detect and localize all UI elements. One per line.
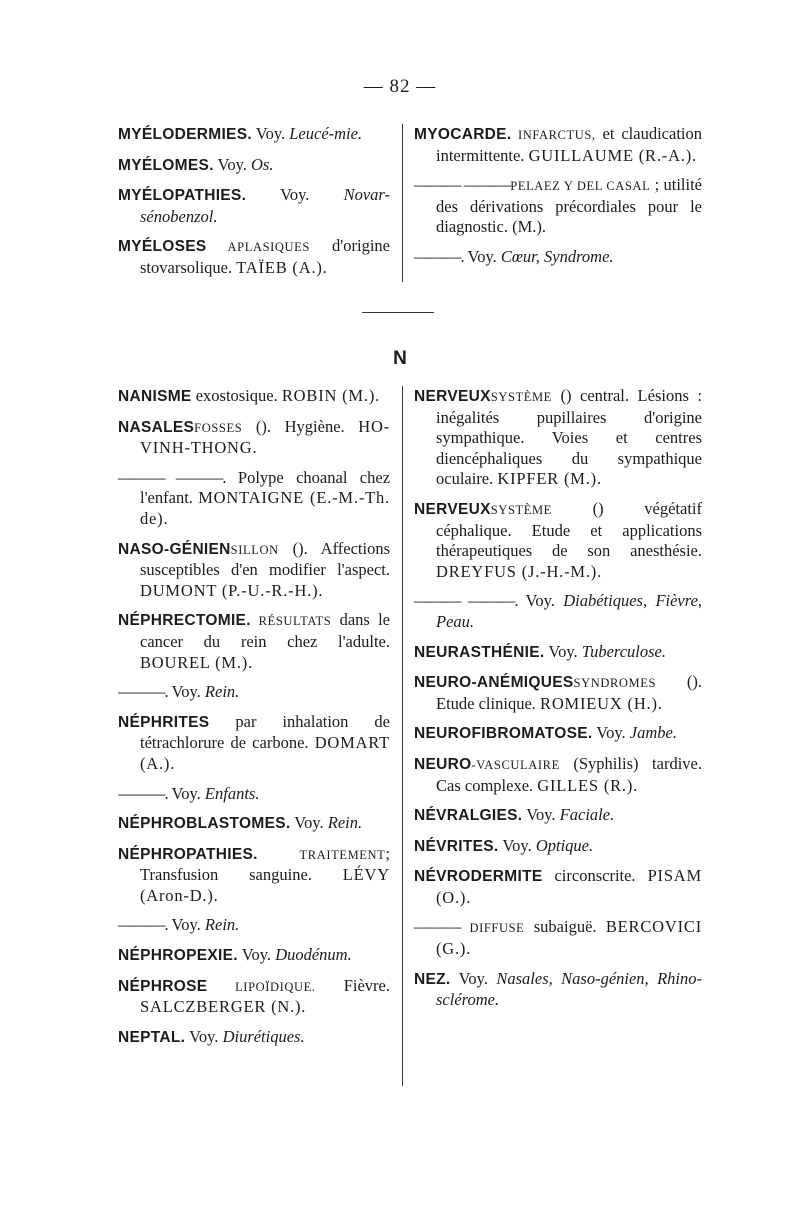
index-entry [118,712,390,775]
index-entry [414,642,702,664]
author-name: ROMIEUX (H.). [540,693,663,713]
small-caps-term: SYNDROMES [573,676,657,691]
author-name: KIPFER (M.). [497,469,602,489]
entry-text: subaiguë. [524,917,606,937]
entry-text: Voy. [246,185,344,205]
entry-text: Voy. [237,945,276,965]
entry-text: ). Etude clinique. [436,672,702,713]
cross-reference: Faciale. [559,805,615,825]
author-name: GILLES (R.). [537,775,639,795]
entry-text: ). Hygiène. [261,416,359,436]
small-caps-term: LIPOÏDIQUE. [207,979,316,994]
entry-text: Voy. [185,1026,223,1046]
headword: NEPTAL. [118,1028,186,1046]
small-caps-term: APLASIQUES [206,240,310,255]
page-number: — 82 — [363,76,437,97]
entry-text: exostosique. [191,386,282,405]
author-name: DUMONT (P.-U.-R.-H.). [140,580,324,600]
headword: MYOCARDE. [414,126,512,143]
headword: NEUROFIBROMATOSE. [414,725,593,743]
entry-text: par inhalation de tétrachlorure de carbone. [140,711,390,753]
headword: NÉPHROPATHIES. [118,845,258,863]
small-caps-term: RÉSULTATS [250,614,332,629]
headword: NÉPHROSE [118,977,208,995]
index-entry [118,539,390,602]
author-name: GUILLAUME (R.-A.). [528,145,697,165]
cross-reference: Duodénum. [275,945,352,965]
entry-text: ; utilité des dérivations précordiales pour le diagnostic. [436,175,702,237]
index-entry [118,124,390,146]
index-entry [118,844,390,907]
column-divider [402,386,403,1086]
column-left [118,386,390,1057]
index-entry [118,155,390,177]
index-entry [118,813,390,835]
entry-text: ( [551,386,566,405]
index-entry [414,672,702,714]
cross-reference: Optique. [535,835,594,855]
headword: NÉPHROPEXIE. [118,947,238,965]
entry-text: Voy. [450,968,497,988]
author-name: SALCZBERGER (N.). [140,997,307,1017]
small-caps-term: DIFFUSE [460,921,525,936]
headword: NERVEUX [414,500,491,518]
author-name: LÉVY (Aron-D.). [140,865,390,905]
cross-reference: Diurétiques. [222,1026,305,1046]
cross-reference: Diabétiques, Fièvre, Peau. [436,591,703,631]
headword: NÉPHRITES [118,713,210,731]
cross-reference: Rein. [204,682,240,702]
headword: MYÉLODERMIES. [118,126,252,143]
index-entry [118,185,390,227]
entry-text: Polype choanal chez l'enfant. [140,467,391,508]
column-divider [402,124,403,282]
small-caps-term: SYSTÈME [490,390,552,404]
cross-reference: Enfants. [204,783,260,803]
index-entry [414,723,702,745]
small-caps-term: FOSSES [194,420,243,435]
index-entry [414,836,702,858]
headword: MYÉLOMES. [118,156,214,174]
index-entry [118,417,390,459]
index-entry [118,236,390,278]
entry-text: Voy. [544,641,582,661]
entry-text: Voy. [592,723,630,743]
entry-text: dans le cancer du rein chez l'adulte. [140,610,391,651]
dash: ———. [118,915,168,935]
cross-reference: Nasales, Naso-génien, Rhino-sclérome. [436,968,702,1010]
index-entry [118,784,390,805]
entry-text: Voy. [213,154,252,174]
entry-text: ( [551,498,599,518]
entry-text: d'origine stovarsolique. [140,236,390,277]
cross-reference: Rein. [204,915,240,935]
author-name: HO-VINH-THONG. [140,416,390,458]
index-entry [118,1027,390,1049]
author-name: ROBIN (M.). [281,386,381,405]
index-entry [118,976,390,1018]
index-entry [414,175,702,238]
entry-text: ). Affections susceptibles d'en modifier l'aspect. [140,538,390,580]
entry-text: Voy. [498,835,536,855]
headword: NEURO-ANÉMIQUES [414,674,574,692]
index-entry [118,945,390,967]
headword: NÉVRALGIES. [414,807,523,825]
index-entry [414,917,702,959]
headword: NÉVRODERMITE [414,868,543,886]
index-entry [414,386,702,490]
entry-text: et claudication intermittente. [436,124,702,165]
index-entry [414,866,702,908]
column-right [414,124,702,277]
headword: NÉVRITES. [414,837,499,855]
column-left [118,124,390,288]
entry-text: ( [242,416,262,436]
dash: ——— ——— [414,175,511,195]
headword: NÉPHROBLASTOMES. [118,815,291,833]
entry-text: Voy. [167,783,205,803]
index-entry [118,468,390,530]
column-right [414,386,702,1020]
entry-text: ; Transfusion sanguine. [140,843,390,885]
author-name: DOMART (A.). [140,733,390,773]
headword: NERVEUX [414,388,491,405]
entry-text: circonscrite. [542,866,648,886]
entry-text: (M.). [512,217,546,237]
author-name: PISAM (O.). [436,866,702,907]
headword: MYÉLOSES [118,238,207,256]
small-caps-term: SILLON [230,542,279,557]
cross-reference: Rein. [327,813,363,833]
index-entry [414,754,702,796]
headword: NEZ. [414,970,451,988]
entry-text: ( [278,538,299,558]
dash: ———. [118,682,168,702]
index-entry [414,591,702,632]
dash: ———. [118,783,168,803]
entry-text: Voy. [167,682,205,702]
cross-reference: Novar-sénobenzol. [140,185,390,226]
cross-reference: Os. [251,154,274,174]
author-name: DREYFUS (J.-H.-M.). [436,561,602,581]
entry-text: Fièvre. [315,975,390,995]
small-caps-term: INFARCTUS, [511,128,596,142]
dash: ——— ———. [414,591,518,611]
entry-text: ( [656,672,693,692]
section-n-entries [118,386,702,1106]
index-entry [118,610,390,673]
entry-text: ) central. Lésions : inégalités pupillaires d'origine sympathique. Voies et centres diencéphaliques du sympathique oculaire. [436,386,703,489]
index-entry [414,969,702,1011]
entry-text: Voy. [463,246,501,266]
index-entry [118,915,390,936]
small-caps-term: SYSTÈME [490,502,552,517]
cross-reference: Jambe. [629,723,677,743]
entry-text: ) végétatif céphalique. Etude et applications thérapeutiques de son anesthésie. [436,498,703,561]
author-name: BERCOVICI (G.). [436,917,702,959]
author-name: MONTAIGNE (E.-M.-Th. de). [140,488,390,528]
cross-reference: Cœur, Syndrome. [500,246,614,266]
cross-reference: Leucé-mie. [289,124,363,143]
author-name: TAÏEB (A.). [236,257,328,277]
author-name: BOUREL (M.). [140,652,254,672]
headword: NASALES [118,418,195,436]
headword: NEURO [414,755,472,773]
index-entry [414,124,702,166]
entry-text: Voy. [167,915,205,935]
headword: NÉPHRECTOMIE. [118,612,251,630]
entry-text: Voy. [517,591,564,611]
dash: ——— [414,917,461,937]
entry-text: Voy. [290,813,328,833]
section-m-entries [118,124,702,292]
index-entry [414,499,702,582]
index-entry [414,805,702,827]
index-entry [118,386,390,408]
headword: NASO-GÉNIEN [118,540,231,558]
index-entry [118,682,390,703]
cross-reference: Tuberculose. [581,641,666,661]
small-caps-term: -VASCULAIRE [471,757,560,772]
headword: NEURASTHÉNIE. [414,643,545,661]
index-entry [414,247,702,268]
entry-text: Voy. [522,805,560,825]
entry-text: (Syphilis) tardive. Cas complexe. [436,753,702,795]
dash: ———. [414,246,464,266]
headword: MYÉLOPATHIES. [118,187,247,205]
headword: NANISME [118,388,192,405]
small-caps-term: PELAEZ Y DEL CASAL [510,179,651,194]
entry-text: Voy. [251,124,290,143]
dash: ——— ———. [118,467,226,487]
section-letter-heading: N [393,348,407,369]
small-caps-term: TRAITEMENT [257,847,386,862]
section-separator [362,312,434,313]
